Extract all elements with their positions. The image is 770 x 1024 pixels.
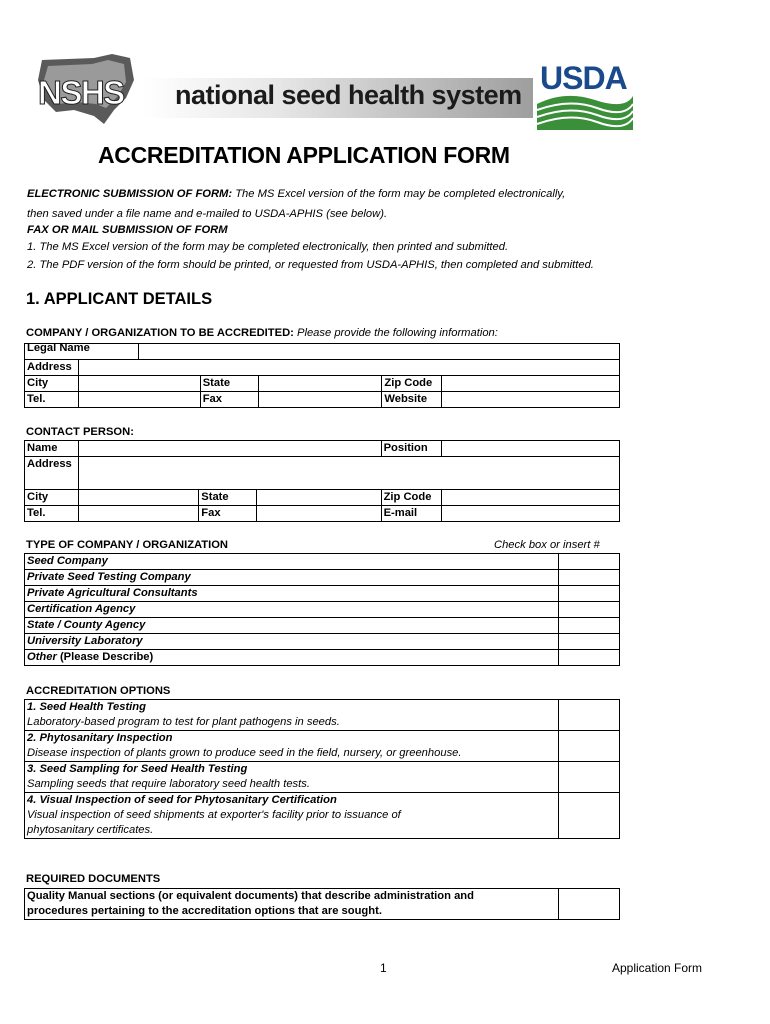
contact-email-label: E-mail <box>381 506 441 522</box>
company-type-table <box>24 553 620 666</box>
option-3-desc: Sampling seeds that require laboratory seed health tests. <box>27 778 310 790</box>
contact-tel-label: Tel. <box>25 506 79 522</box>
option-2-desc: Disease inspection of plants grown to produce seed in the field, nursery, or greenhouse. <box>27 747 462 759</box>
documents-label: REQUIRED DOCUMENTS <box>26 873 161 885</box>
type-other-describe: (Please Describe) <box>56 651 154 663</box>
contact-position-label: Position <box>381 441 441 457</box>
company-address-field[interactable] <box>78 360 619 376</box>
contact-zip-field[interactable] <box>441 490 619 506</box>
options-table <box>24 699 620 839</box>
contact-address-field[interactable] <box>79 457 620 490</box>
type-university-lab-checkbox[interactable] <box>559 634 620 650</box>
documents-table <box>24 888 620 920</box>
intro-line-1 <box>27 186 565 203</box>
option-4-desc: Visual inspection of seed shipments at exporter's facility prior to issuance of <box>27 809 401 821</box>
option-4 <box>25 793 559 839</box>
option-2-checkbox[interactable] <box>559 731 620 762</box>
company-fax-label: Fax <box>200 392 258 408</box>
company-city-label: City <box>25 376 79 392</box>
option-4-desc-2: phytosanitary certificates. <box>27 824 154 836</box>
company-city-field[interactable] <box>78 376 200 392</box>
contact-tel-field[interactable] <box>79 506 199 522</box>
option-1 <box>25 700 559 731</box>
intro-fax-heading: FAX OR MAIL SUBMISSION OF FORM <box>27 224 228 236</box>
company-tel-label: Tel. <box>25 392 79 408</box>
options-label: ACCREDITATION OPTIONS <box>26 685 171 697</box>
type-university-lab: University Laboratory <box>25 634 559 650</box>
type-state-county-agency-checkbox[interactable] <box>559 618 620 634</box>
usda-logo-text: USDA <box>540 60 627 96</box>
company-label-text: COMPANY / ORGANIZATION TO BE ACCREDITED: <box>26 327 294 339</box>
company-table <box>24 343 620 408</box>
option-3-checkbox[interactable] <box>559 762 620 793</box>
type-other-label: Other <box>27 651 57 663</box>
nshs-logo-text: NSHS <box>38 74 124 111</box>
type-other-checkbox[interactable] <box>559 650 620 666</box>
type-state-county-agency: State / County Agency <box>25 618 559 634</box>
contact-fax-field[interactable] <box>257 506 381 522</box>
contact-table <box>24 440 620 522</box>
document-line-1: Quality Manual sections (or equivalent documents) that describe administration and <box>27 890 474 902</box>
type-certification-agency: Certification Agency <box>25 602 559 618</box>
contact-name-field[interactable] <box>79 441 381 457</box>
page-number: 1 <box>380 961 387 975</box>
contact-zip-label: Zip Code <box>381 490 441 506</box>
company-fax-field[interactable] <box>258 392 382 408</box>
contact-email-field[interactable] <box>441 506 619 522</box>
contact-state-label: State <box>199 490 257 506</box>
intro-electronic-heading: ELECTRONIC SUBMISSION OF FORM: <box>27 188 233 200</box>
footer-doc-label: Application Form <box>612 961 703 975</box>
contact-city-label: City <box>25 490 79 506</box>
company-type-label: TYPE OF COMPANY / ORGANIZATION <box>26 539 229 551</box>
contact-fax-label: Fax <box>199 506 257 522</box>
document-quality-manual <box>25 889 559 920</box>
legal-name-label: Legal Name <box>25 344 139 360</box>
option-3 <box>25 762 559 793</box>
company-state-label: State <box>200 376 258 392</box>
document-line-2: procedures pertaining to the accreditation options that are sought. <box>27 905 382 917</box>
type-certification-agency-checkbox[interactable] <box>559 602 620 618</box>
contact-name-label: Name <box>25 441 79 457</box>
intro-electronic-text: The MS Excel version of the form may be completed electronically, <box>232 188 566 200</box>
option-4-title: 4. Visual Inspection of seed for Phytosanitary Certification <box>27 794 337 806</box>
type-private-consultants-checkbox[interactable] <box>559 586 620 602</box>
contact-city-field[interactable] <box>79 490 199 506</box>
type-private-consultants: Private Agricultural Consultants <box>25 586 559 602</box>
company-label <box>26 327 498 339</box>
banner-title: national seed health system <box>175 80 522 110</box>
document-quality-manual-checkbox[interactable] <box>559 889 620 920</box>
type-private-seed-testing: Private Seed Testing Company <box>25 570 559 586</box>
contact-state-field[interactable] <box>257 490 381 506</box>
company-address-label: Address <box>25 360 79 376</box>
company-zip-field[interactable] <box>442 376 620 392</box>
contact-label: CONTACT PERSON: <box>26 426 134 438</box>
option-2-title: 2. Phytosanitary Inspection <box>27 732 173 744</box>
option-2 <box>25 731 559 762</box>
type-other <box>25 650 559 666</box>
intro-line-2: then saved under a file name and e-mailed to USDA-APHIS (see below). <box>27 208 388 220</box>
option-1-title: 1. Seed Health Testing <box>27 701 146 713</box>
contact-address-label: Address <box>25 457 79 490</box>
section-heading-applicant: 1. APPLICANT DETAILS <box>26 290 213 308</box>
option-1-desc: Laboratory-based program to test for plant pathogens in seeds. <box>27 716 340 728</box>
type-private-seed-testing-checkbox[interactable] <box>559 570 620 586</box>
company-type-hint: Check box or insert # <box>494 539 600 551</box>
type-seed-company: Seed Company <box>25 554 559 570</box>
page-title: ACCREDITATION APPLICATION FORM <box>98 142 510 168</box>
contact-position-field[interactable] <box>441 441 619 457</box>
intro-line-4: 1. The MS Excel version of the form may be completed electronically, then printed and submitted. <box>27 241 509 253</box>
company-state-field[interactable] <box>258 376 382 392</box>
company-website-field[interactable] <box>442 392 620 408</box>
option-3-title: 3. Seed Sampling for Seed Health Testing <box>27 763 248 775</box>
option-1-checkbox[interactable] <box>559 700 620 731</box>
company-website-label: Website <box>382 392 442 408</box>
type-seed-company-checkbox[interactable] <box>559 554 620 570</box>
company-zip-label: Zip Code <box>382 376 442 392</box>
company-tel-field[interactable] <box>78 392 200 408</box>
company-hint: Please provide the following information: <box>293 327 498 339</box>
intro-line-5: 2. The PDF version of the form should be printed, or requested from USDA-APHIS, then completed and submitted. <box>27 259 594 271</box>
option-4-checkbox[interactable] <box>559 793 620 839</box>
legal-name-field[interactable] <box>138 344 619 360</box>
